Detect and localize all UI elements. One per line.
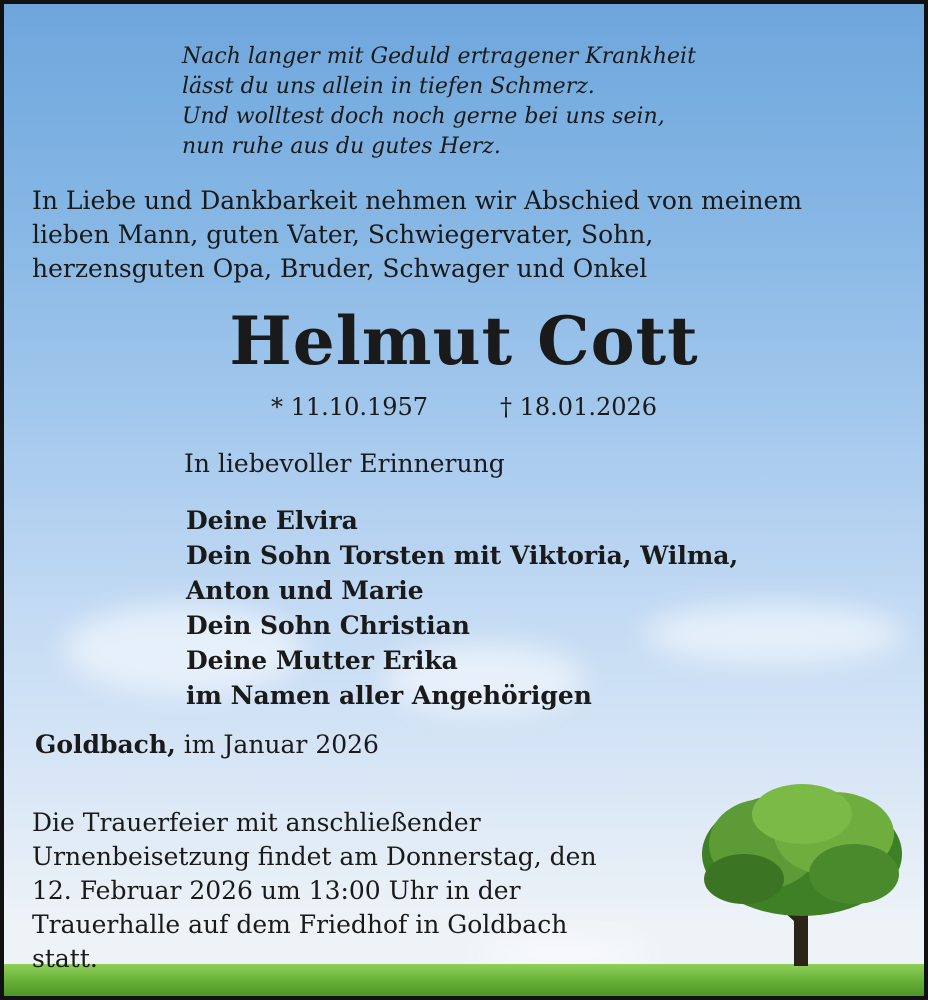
funeral-line: Trauerhalle auf dem Friedhof in Goldbach [32, 910, 568, 939]
mourner: Deine Elvira [186, 506, 358, 535]
poem-line: nun ruhe aus du gutes Herz. [182, 134, 501, 159]
mourner: Anton und Marie [186, 576, 424, 605]
intro-line: In Liebe und Dankbarkeit nehmen wir Abschied von meinem [32, 186, 803, 215]
mourner: Dein Sohn Christian [186, 611, 470, 640]
funeral-line: Die Trauerfeier mit anschließender [32, 808, 481, 837]
funeral-line: statt. [32, 944, 98, 973]
intro-text [32, 184, 802, 286]
funeral-line: 12. Februar 2026 um 13:00 Uhr in der [32, 876, 521, 905]
funeral-line: Urnenbeisetzung findet am Donnerstag, den [32, 842, 597, 871]
memory-line: In liebevoller Erinnerung [184, 449, 505, 478]
deceased-name: Helmut Cott [229, 302, 699, 380]
place-town: Goldbach, [35, 730, 176, 759]
place-month: im Januar 2026 [183, 730, 379, 759]
intro-line: lieben Mann, guten Vater, Schwiegervater, Sohn, [32, 220, 654, 249]
poem-line: Nach langer mit Geduld ertragener Krankheit [182, 44, 696, 69]
mourner: Deine Mutter Erika [186, 646, 458, 675]
mourners-list [186, 503, 738, 713]
place-date [35, 730, 379, 759]
intro-line: herzensguten Opa, Bruder, Schwager und Onkel [32, 254, 648, 283]
poem-line: lässt du uns allein in tiefen Schmerz. [182, 74, 595, 99]
death-date: † 18.01.2026 [500, 393, 658, 421]
mourner: Dein Sohn Torsten mit Viktoria, Wilma, [186, 541, 739, 570]
birth-date: * 11.10.1957 [271, 393, 429, 421]
mourner: im Namen aller Angehörigen [186, 681, 592, 710]
poem-line: Und wolltest doch noch gerne bei uns sein, [182, 104, 665, 129]
funeral-info [32, 806, 597, 976]
poem [182, 42, 696, 162]
tree-image [684, 774, 924, 974]
